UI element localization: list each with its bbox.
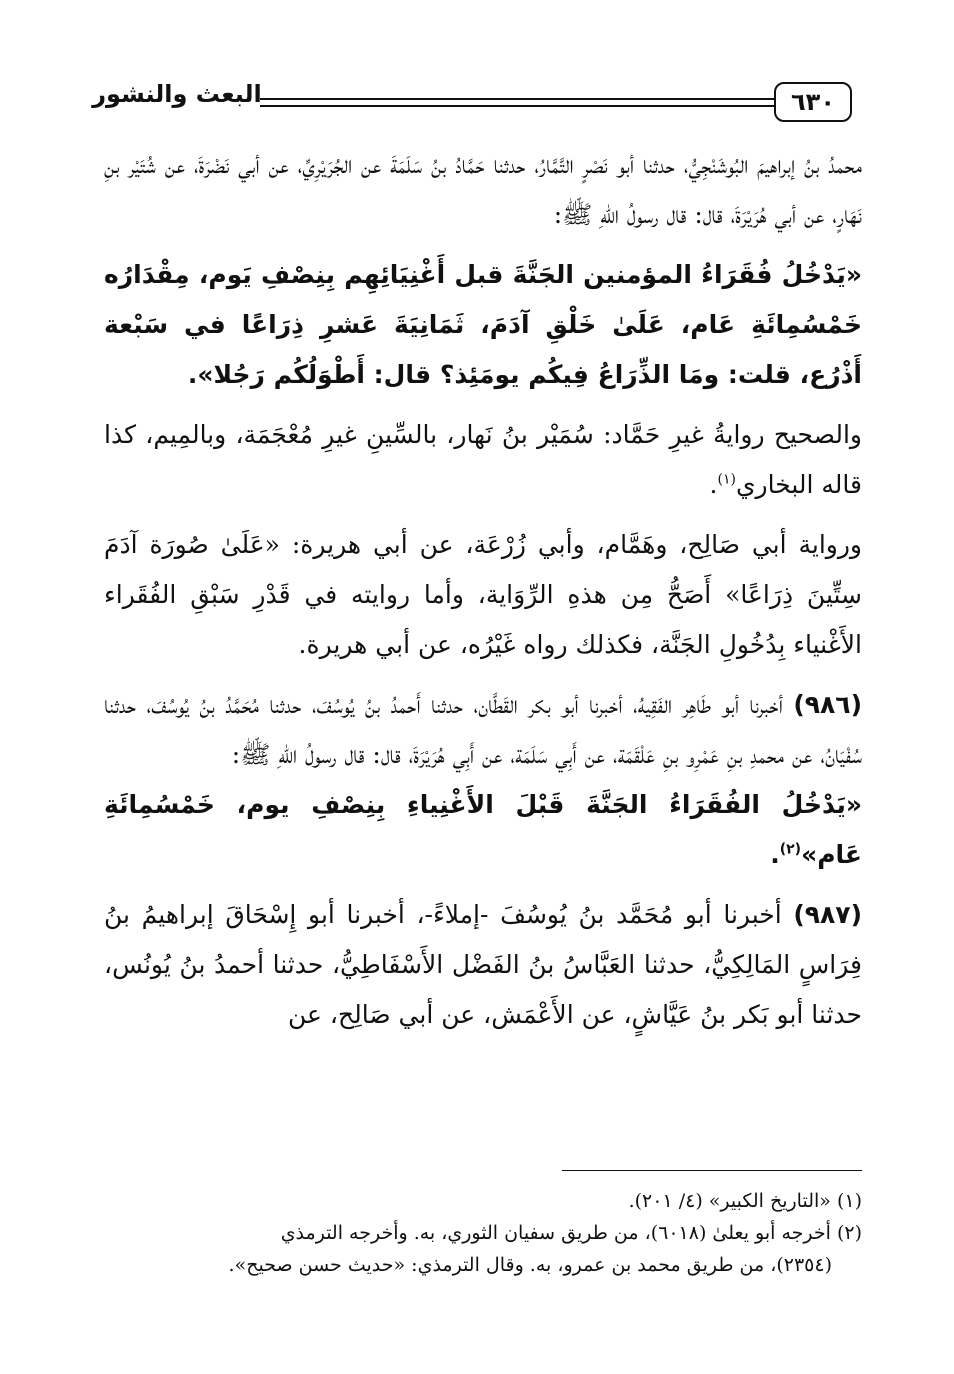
footnote-2: (٢) أخرجه أبو يعلىٰ (٦٠١٨)، من طريق سفيان الثوري، به. وأخرجه الترمذي bbox=[280, 1222, 862, 1244]
paragraph-commentary-1 bbox=[104, 410, 862, 510]
main-text bbox=[104, 140, 862, 1040]
hadith-number: (٩٨٦) bbox=[793, 690, 862, 719]
book-title: البعث والنشور bbox=[92, 80, 262, 108]
punctuation: . bbox=[709, 470, 718, 499]
paragraph-isnad-1: محمدُ بنُ إبراهيمَ البُوشَنْجِيُّ، حدثنا أبو نَصْرٍ التَّمَّارُ، حدثنا حَمَّادُ بنُ سَلَمَةَ عن الجُرَيْرِيِّ، عن أبي نَضْرَةَ، عن شُتَيْر بنِ نَهَارٍ، عن أبي هُرَيْرَةَ، قال: قال رسولُ اللهِ ﷺ: bbox=[104, 150, 862, 229]
footnote-separator bbox=[562, 1170, 862, 1171]
isnad-text: أخبرنا أبو مُحَمَّد بنُ يُوسُفَ -إملاءً-، أخبرنا أبو إِسْحَاقَ إبراهيمُ بنُ فِرَاسٍ المَالِكِيُّ، حدثنا العَبَّاسُ بنُ الفَضْل الأَسْفَاطِيُّ، حدثنا أحمدُ بنُ يُونُس، حدثنا أبو بَكر بنُ عَيَّاشٍ، عن الأَعْمَش، عن أبي صَالِح، عن bbox=[104, 900, 862, 1029]
hadith-number: (٩٨٧) bbox=[793, 900, 862, 929]
hadith-text-2 bbox=[104, 780, 862, 880]
footnote-ref-2[interactable]: (٢) bbox=[779, 841, 802, 858]
paragraph-commentary-2: ورواية أبي صَالِح، وهَمَّام، وأبي زُرْعَة، عن أبي هريرة: «عَلَىٰ صُورَة آدَمَ سِتِّينَ ذِرَاعًا» أَصَحُّ مِن هذهِ الرِّوَاية، وأما روايته في قَدْرِ سَبْقِ الفُقَراء الأَغْنياء بِدُخُولِ الجَنَّة، فكذلك رواه غَيْرُه، عن أبي هريرة. bbox=[104, 530, 862, 659]
hadith-text-1: «يَدْخُلُ فُقَرَاءُ المؤمنين الجَنَّةَ قبل أَغْنِيَائِهِم بِنِصْفِ يَوم، مِقْدَارُه خَمْسُمِائَةِ عَام، عَلَىٰ خَلْقِ آدَمَ، ثَمَانِيَةَ عَشرِ ذِرَاعًا في سَبْعة أَذْرُع، قلت: ومَا الذِّرَاعُ فِيكُم يومَئِذ؟ قال: أَطْوَلُكُم رَجُلا». bbox=[104, 260, 862, 389]
footnotes bbox=[104, 1185, 862, 1281]
paragraph-hadith-987 bbox=[104, 890, 862, 1040]
punctuation: . bbox=[770, 840, 780, 869]
commentary-text: والصحيح روايةُ غيرِ حَمَّاد: سُمَيْر بنُ نَهار، بالسِّينِ غيرِ مُعْجَمَة، وبالمِيم، كذا قاله البخاري bbox=[104, 420, 862, 499]
footnote-ref-1[interactable]: (١) bbox=[717, 471, 736, 488]
hadith-matn: «يَدْخُلُ الفُقَرَاءُ الجَنَّةَ قَبْلَ الأَغْنِياءِ بِنِصْفِ يوم، خَمْسُمِائَةِ عَام» bbox=[104, 790, 862, 869]
paragraph-hadith-986 bbox=[104, 680, 862, 780]
page-header bbox=[92, 76, 852, 128]
header-rule bbox=[260, 98, 774, 107]
isnad-text: أخبرنا أبو طَاهِر الفَقِيهُ، أخبرنا أبو بكر القَطَّان، حدثنا أَحمدُ بنُ يُوسُفَ، حدثنا مُحَمَّدُ بنُ يُوسُفَ، حدثنا سُفْيَانُ، عن محمدِ بنِ عَمْرِو بنِ عَلْقَمَة، عن أَبِي سَلَمَة، عن أَبِي هُرَيْرَةَ، قال: قال رسولُ اللهِ ﷺ: bbox=[104, 690, 862, 769]
footnote-2-continued: (٢٣٥٤)، من طريق محمد بن عمرو، به. وقال الترمذي: «حديث حسن صحيح». bbox=[228, 1254, 832, 1276]
footnote-1: (١) «التاريخ الكبير» (٤/ ٢٠١). bbox=[628, 1190, 862, 1212]
page-number: ٦٣٠ bbox=[774, 82, 852, 122]
